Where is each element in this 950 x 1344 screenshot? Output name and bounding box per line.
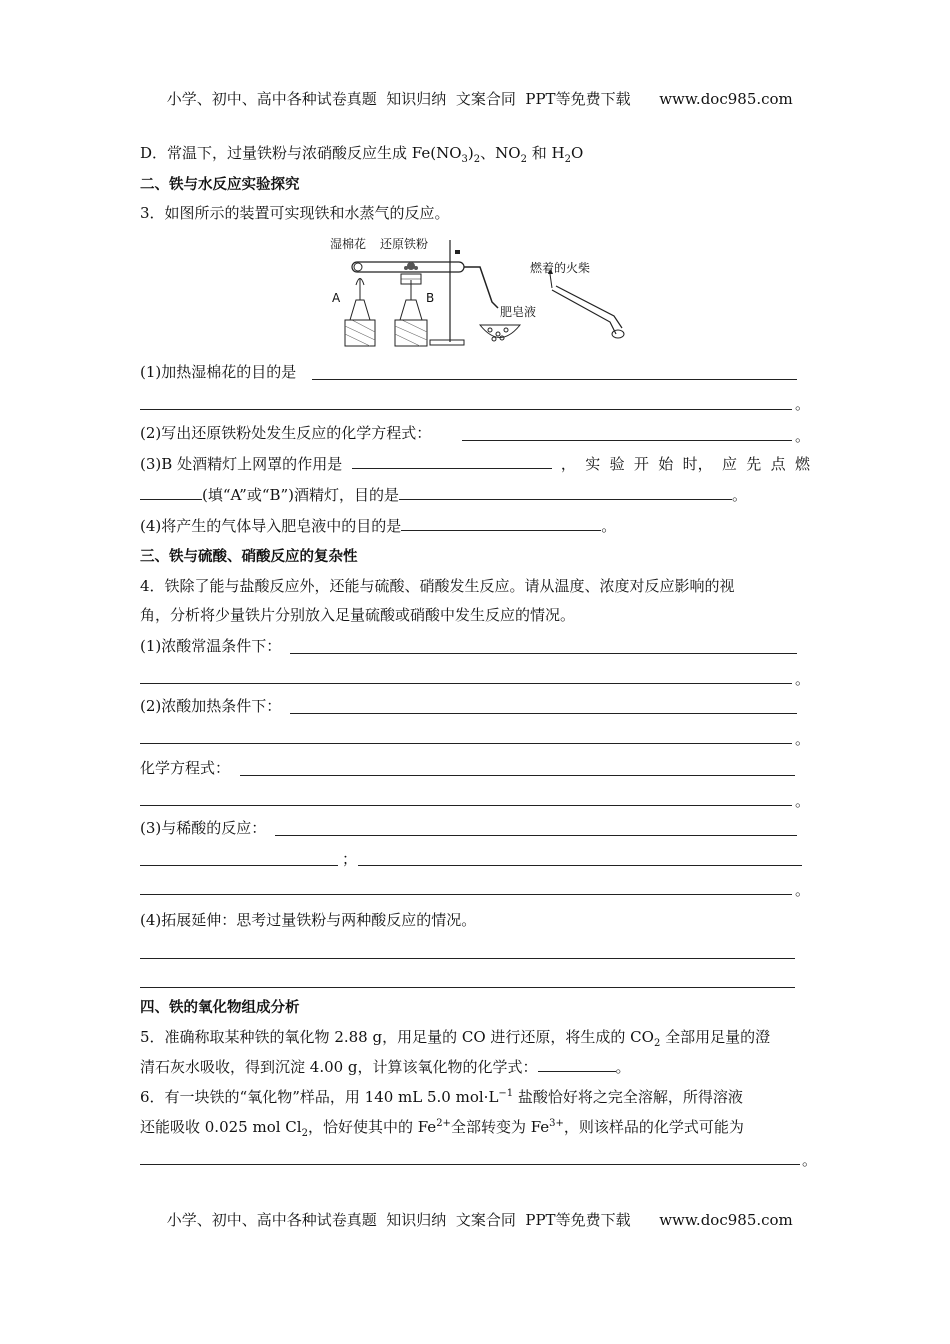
period: 。	[795, 427, 811, 445]
answer-blank	[401, 516, 601, 531]
question-6-line2: 还能吸收 0.025 mol $Cl_2$，恰好使其中的 $Fe^{2+}$全部转变为 $Fe^{3+}$，则该样品的化学式可能为	[140, 1118, 744, 1139]
section-4-title: 四、铁的氧化物组成分析	[140, 1000, 300, 1016]
q3-part3: (3)B 处酒精灯上网罩的作用是 ， 实 验 开 始 时， 应 先 点 燃	[140, 455, 810, 473]
q4-equation: 化学方程式：	[140, 759, 231, 777]
label-b: B	[426, 291, 435, 305]
page-header	[0, 70, 950, 109]
label-match: 燃着的火柴	[530, 261, 591, 275]
label-cotton: 湿棉花	[330, 237, 367, 251]
question-6-line1: 6．有一块铁的“氧化物”样品，用 140 mL 5.0 $mol\cdot L^{-1}$ 盐酸恰好将之完全溶解，所得溶液	[140, 1088, 743, 1106]
answer-line	[140, 865, 338, 866]
answer-line	[312, 379, 797, 380]
semicolon: ；	[342, 850, 358, 868]
period: 。	[795, 730, 811, 748]
footer-url: www.doc985.com	[659, 1211, 793, 1229]
answer-line	[140, 894, 792, 895]
match-icon	[550, 274, 552, 288]
header-url: www.doc985.com	[659, 90, 793, 108]
question-4-line2: 角，分析将少量铁片分别放入足量硫酸或硝酸中发生反应的情况。	[140, 606, 576, 624]
period: 。	[795, 395, 811, 413]
q4-part2: (2)浓酸加热条件下：	[140, 697, 282, 715]
answer-line	[140, 743, 792, 744]
answer-blank	[352, 454, 552, 469]
q4-part3: (3)与稀酸的反应：	[140, 819, 267, 837]
answer-line	[140, 805, 792, 806]
question-4-line1: 4．铁除了能与盐酸反应外，还能与硫酸、硝酸发生反应。请从温度、浓度对反应影响的视	[140, 577, 735, 595]
answer-blank	[140, 485, 202, 500]
section-3-title: 三、铁与硫酸、硝酸反应的复杂性	[140, 549, 358, 565]
answer-line	[140, 409, 792, 410]
q3-part4: (4)将产生的气体导入肥皂液中的目的是 。	[140, 517, 617, 535]
q4-part1: (1)浓酸常温条件下：	[140, 637, 282, 655]
answer-line	[140, 1164, 800, 1165]
q3-part2: (2)写出还原铁粉处发生反应的化学方程式：	[140, 424, 432, 442]
period: 。	[795, 792, 811, 810]
header-text: 小学、初中、高中各种试卷真题 知识归纳 文案合同 PPT等免费下载	[166, 90, 631, 108]
page-footer	[0, 1191, 950, 1230]
label-iron: 还原铁粉	[380, 237, 429, 251]
answer-line	[140, 958, 795, 959]
lamp-b-icon	[400, 300, 422, 320]
option-d: D．常温下，过量铁粉与浓硝酸反应生成 $Fe(NO_3)_2$、$NO_2$ 和 $H_2O$	[140, 144, 584, 165]
answer-line	[140, 987, 795, 988]
lamp-a-icon	[350, 300, 370, 320]
answer-line	[275, 835, 797, 836]
section-2-title: 二、铁与水反应实验探究	[140, 177, 300, 193]
label-soap: 肥皂液	[500, 305, 537, 319]
answer-line	[290, 653, 797, 654]
answer-line	[290, 713, 797, 714]
q4-part4: (4)拓展延伸：思考过量铁粉与两种酸反应的情况。	[140, 911, 477, 929]
question-5-line2: 清石灰水吸收，得到沉淀 4.00 g，计算该氧化物的化学式： 。	[140, 1058, 631, 1076]
answer-blank	[538, 1057, 616, 1072]
question-5-line1: 5．准确称取某种铁的氧化物 2.88 g，用足量的 CO 进行还原，将生成的 $CO_2$ 全部用足量的澄	[140, 1028, 771, 1049]
question-3: 3．如图所示的装置可实现铁和水蒸气的反应。	[140, 204, 450, 222]
answer-line	[240, 775, 795, 776]
answer-blank	[399, 485, 732, 500]
period: 。	[795, 881, 811, 899]
footer-text: 小学、初中、高中各种试卷真题 知识归纳 文案合同 PPT等免费下载	[166, 1211, 631, 1229]
answer-line	[462, 440, 792, 441]
apparatus-figure	[330, 230, 630, 350]
label-a: A	[332, 291, 341, 305]
soap-dish-icon	[480, 325, 520, 338]
q3-part1: (1)加热湿棉花的目的是	[140, 363, 297, 381]
answer-line	[358, 865, 802, 866]
answer-line	[140, 683, 792, 684]
period: 。	[802, 1151, 818, 1169]
q3-part3-line2: (填“A”或“B”)酒精灯，目的是 。	[140, 485, 747, 505]
period: 。	[795, 670, 811, 688]
